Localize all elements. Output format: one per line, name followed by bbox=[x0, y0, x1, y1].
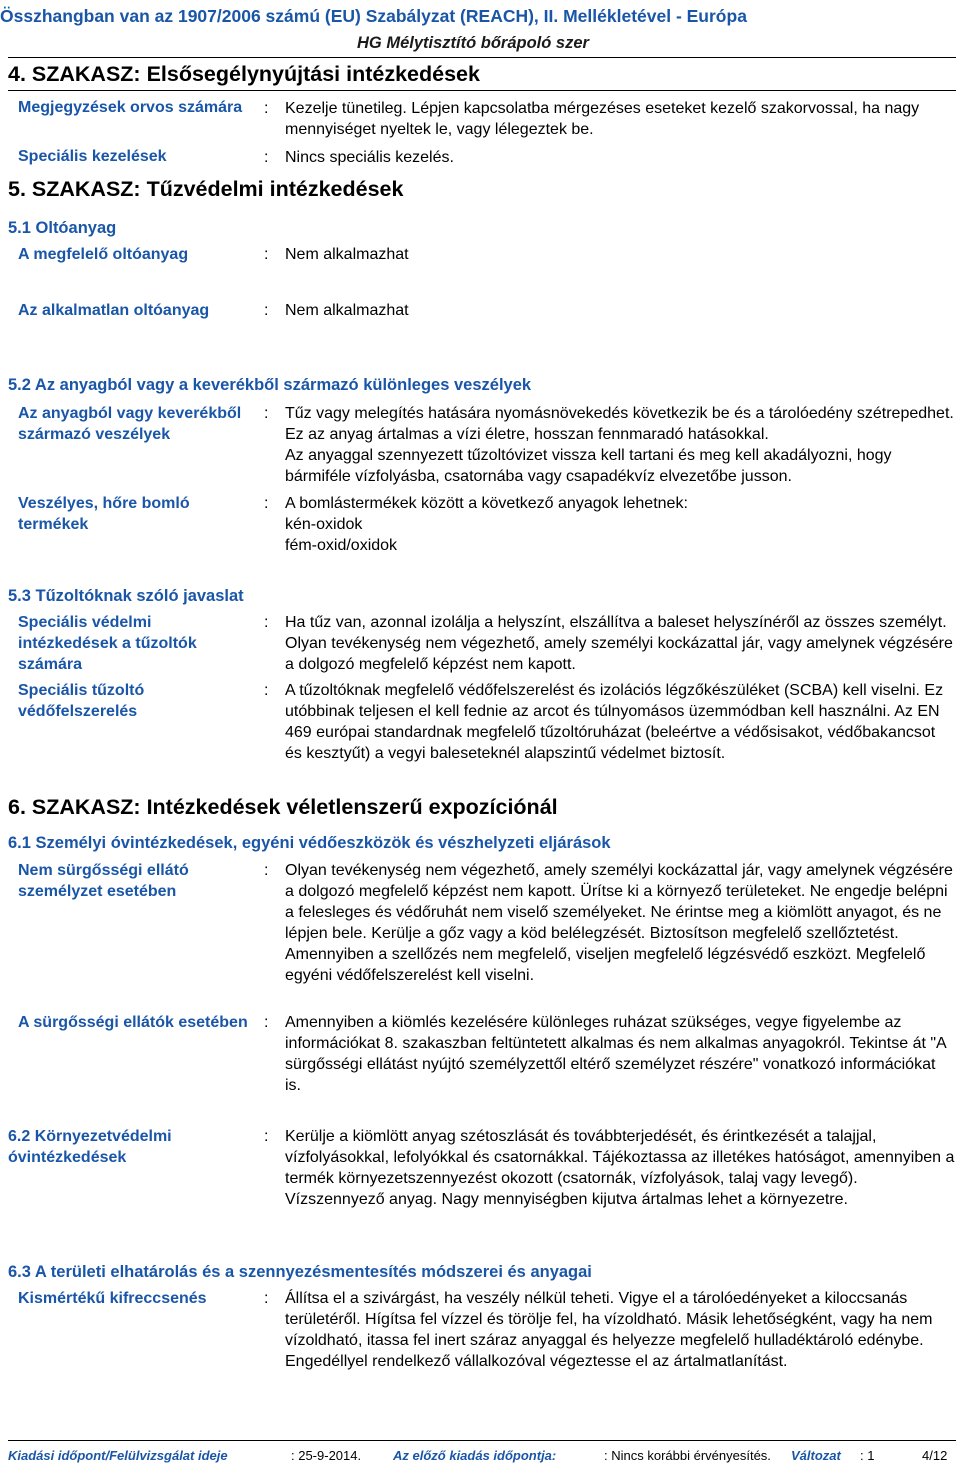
colon: : bbox=[264, 302, 269, 319]
previous-issue-value: : Nincs korábbi érvényesítés. bbox=[604, 1448, 771, 1463]
colon: : bbox=[264, 495, 269, 512]
subsection-6-1: 6.1 Személyi óvintézkedések, egyéni védőeszközök és vészhelyzeti eljárások bbox=[8, 834, 611, 852]
colon: : bbox=[264, 614, 269, 631]
decomposition-value: A bomlástermékek között a következő anyagok lehetnek: kén-oxidok fém-oxid/oxidok bbox=[285, 495, 688, 554]
issue-date-value: : 25-9-2014. bbox=[291, 1448, 362, 1463]
non-emergency-value: Olyan tevékenység nem végezhető, amely személyi kockázattal jár, vagy amelynek végzésére a dolgozó megfelelő képzést nem kapott. Ürítse ki a környező területeket. Ne engedje belépni a felesleges és védőruhát nem viselő személyeket. Ne érintse meg a kiömlött anyagot, és ne lépjen bele. Kerülje a gőz vagy a köd belélegzését. Biztosítson megfelelő szellőztetést. Amennyiben a szellőzés nem megfelelő, viseljen megfelelő légzésvédő eszközt. Megfelelő egyéni védőfelszerelést kell viselni. bbox=[285, 862, 953, 984]
colon: : bbox=[264, 682, 269, 699]
unsuitable-media-label: Az alkalmatlan oltóanyag bbox=[18, 302, 210, 319]
firefighter-measures-label: Speciális védelmi intézkedések a tűzoltók számára bbox=[18, 614, 197, 673]
section-6-heading: 6. SZAKASZ: Intézkedések véletlenszerű expozíciónál bbox=[8, 795, 558, 819]
subsection-5-3: 5.3 Tűzoltóknak szóló javaslat bbox=[8, 587, 244, 605]
previous-issue-label: Az előző kiadás időpontja: bbox=[393, 1448, 557, 1463]
colon: : bbox=[264, 862, 269, 879]
non-emergency-label: Nem sürgősségi ellátó személyzet esetében bbox=[18, 862, 189, 900]
colon: : bbox=[264, 1128, 269, 1145]
firefighter-equipment-value: A tűzoltóknak megfelelő védőfelszerelést és izolációs légzőkészüléket (SCBA) kell viselni. Ez utóbbinak teljesen el kell fednie az arcot és túlnyomásos üzemmódban kell használni. Az EN 469 európai standardnak megfelelő tűzoltóruházat (beleértve a védősisakot, védőbakancsot és kesztyűt) a vegyi baleseteknél alapszintű védelmet biztosít. bbox=[285, 682, 944, 762]
product-name: HG Mélytisztító bőrápoló szer bbox=[357, 34, 589, 52]
small-spill-label: Kismértékű kifreccsenés bbox=[18, 1290, 207, 1307]
footer-divider bbox=[8, 1440, 956, 1441]
firefighter-measures-value: Ha tűz van, azonnal izolálja a helyszínt, elszállítva a baleset helyszínéről az összes személyt. Olyan tevékenység nem végezhető, amely személyi kockázattal jár, vagy amelynek végzésére a dolgozó megfelelő képzést nem kapott. bbox=[285, 614, 953, 673]
page-number: 4/12 bbox=[922, 1448, 948, 1463]
suitable-media-value: Nem alkalmazhat bbox=[285, 246, 409, 263]
version-value: : 1 bbox=[860, 1448, 875, 1463]
document-header-title: Összhangban van az 1907/2006 számú (EU) Szabályzat (REACH), II. Mellékletével - Európa bbox=[0, 6, 747, 26]
doctor-note-value: Kezelje tünetileg. Lépjen kapcsolatba mérgezéses eseteket kezelő szakorvossal, ha nagy mennyiséget nyeltek le, vagy lélegeztek be. bbox=[285, 100, 920, 138]
header-divider bbox=[8, 57, 956, 58]
colon: : bbox=[264, 1290, 269, 1307]
issue-date-label: Kiadási időpont/Felülvizsgálat ideje bbox=[8, 1448, 228, 1463]
section-4-heading: 4. SZAKASZ: Elsősegélynyújtási intézkedések bbox=[8, 62, 956, 91]
colon: : bbox=[264, 1014, 269, 1031]
colon: : bbox=[264, 149, 269, 166]
colon: : bbox=[264, 100, 269, 117]
colon: : bbox=[264, 246, 269, 263]
hazards-label: Az anyagból vagy keverékből származó veszélyek bbox=[18, 405, 242, 443]
environmental-value: Kerülje a kiömlött anyag szétoszlását és továbbterjedését, és érintkezését a talajjal, vízfolyásokkal, lefolyókkal és csatornákkal. Tájékoztassa az illetékes hatóságot, amennyiben a termék környezetszennyezést okozott (csatornák, vízfolyások, talaj vagy levegő). Vízszennyező anyag. Nagy mennyiségben kijutva ártalmas lehet a környezetre. bbox=[285, 1128, 955, 1208]
subsection-6-3: 6.3 A területi elhatárolás és a szennyezésmentesítés módszerei és anyagai bbox=[8, 1263, 592, 1281]
special-treatment-value: Nincs speciális kezelés. bbox=[285, 149, 454, 166]
firefighter-equipment-label: Speciális tűzoltó védőfelszerelés bbox=[18, 682, 145, 720]
subsection-5-2: 5.2 Az anyagból vagy a keverékből származó különleges veszélyek bbox=[8, 376, 532, 394]
unsuitable-media-value: Nem alkalmazhat bbox=[285, 302, 409, 319]
emergency-value: Amennyiben a kiömlés kezelésére különleges ruházat szükséges, vegye figyelembe az információkat 8. szakaszban feltüntetett alkalmas és nem alkalmas anyagokról. Tekintse át "A sürgősségi ellátást nyújtó személyzettől eltérő személyzet részére" vonatkozó információkat is. bbox=[285, 1014, 946, 1094]
hazards-value: Tűz vagy melegítés hatására nyomásnövekedés következik be és a tárolóedény szétrepedhet. Ez az anyag ártalmas a vízi életre, hosszan fennmaradó hatásokkal. Az anyaggal szennyezett tűzoltóvizet vissza kell tartani és meg kell akadályozni, hogy bármiféle vízfolyásba, csatornába vagy csapadékvíz elvezetőbe jusson. bbox=[285, 405, 954, 485]
suitable-media-label: A megfelelő oltóanyag bbox=[18, 246, 189, 263]
emergency-label: A sürgősségi ellátók esetében bbox=[18, 1014, 248, 1031]
decomposition-label: Veszélyes, hőre bomló termékek bbox=[18, 495, 190, 533]
special-treatment-label: Speciális kezelések bbox=[18, 148, 167, 165]
section-5-heading: 5. SZAKASZ: Tűzvédelmi intézkedések bbox=[8, 177, 404, 201]
colon: : bbox=[264, 405, 269, 422]
environmental-label: 6.2 Környezetvédelmi óvintézkedések bbox=[8, 1128, 172, 1166]
subsection-5-1: 5.1 Oltóanyag bbox=[8, 219, 117, 237]
version-label: Változat bbox=[791, 1448, 841, 1463]
doctor-note-label: Megjegyzések orvos számára bbox=[18, 99, 243, 116]
small-spill-value: Állítsa el a szivárgást, ha veszély nélkül teheti. Vigye el a tárolóedényeket a kiloccsanás területéről. Hígítsa fel vízzel és törölje fel, ha vízoldható. Másik lehetőségként, vagy ha nem vízoldható, itassa fel inert száraz anyaggal és helyezze megfelelő hulladéktároló edénybe. Engedéllyel rendelkező vállalkozóval végeztesse el az ártalmatlanítást. bbox=[285, 1290, 933, 1370]
